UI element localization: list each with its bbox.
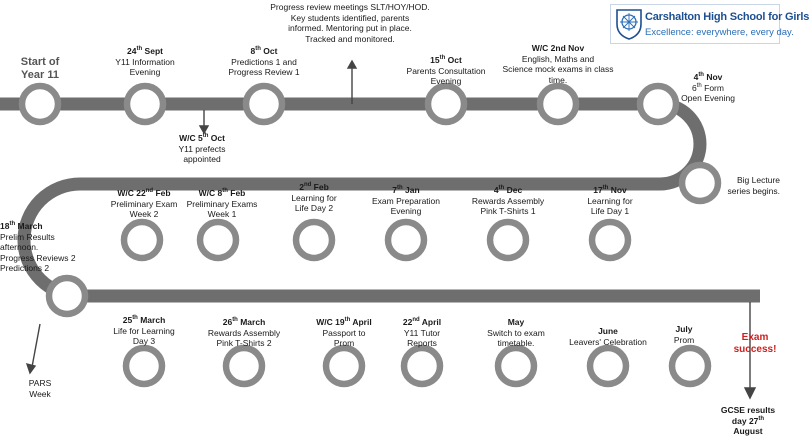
school-name: Carshalton High School for Girls: [645, 11, 809, 23]
milestone-marker: [590, 348, 626, 384]
pars-week: PARS Week: [28, 378, 52, 399]
school-motto: Excellence: everywhere, every day.: [645, 27, 794, 38]
milestone-wc-19-april: W/C 19th April Passport to Prom: [316, 317, 372, 348]
pars-arrowhead: [27, 364, 35, 373]
milestone-marker: [404, 348, 440, 384]
milestone-marker: [640, 86, 676, 122]
milestone-marker: [226, 348, 262, 384]
milestone-marker: [296, 222, 332, 258]
milestone-marker: [22, 86, 58, 122]
wc5-oct-arrowhead: [200, 126, 208, 133]
milestone-june: June Leavers' Celebration: [569, 326, 647, 347]
exam-success: Exam success!: [733, 332, 777, 355]
milestone-marker: [682, 165, 718, 201]
gcse-results: GCSE results day 27th August: [720, 405, 776, 436]
milestone-15-oct: 15th Oct Parents Consultation Evening: [406, 55, 486, 86]
milestone-4-dec: 4th Dec Rewards Assembly Pink T-Shirts 1: [471, 185, 545, 216]
milestone-marker: [326, 348, 362, 384]
milestone-7-jan: 7th Jan Exam Preparation Evening: [371, 185, 441, 216]
school-crest-icon: [615, 8, 643, 40]
milestone-22-april: 22nd April Y11 Tutor Reports: [402, 317, 442, 348]
progress-review-arrowhead: [348, 61, 356, 68]
milestone-marker: [490, 222, 526, 258]
milestone-17-nov: 17th Nov Learning for Life Day 1: [587, 185, 633, 216]
gcse-arrowhead: [745, 388, 755, 398]
milestone-marker: [49, 278, 85, 314]
progress-review-note: Progress review meetings SLT/HOY/HOD. Key students identified, parents informed. Mentoring put in place. Tracked and monitored.: [270, 2, 430, 44]
milestone-marker: [200, 222, 236, 258]
milestone-4-nov: 4th Nov 6th Form Open Evening: [681, 72, 735, 103]
milestone-18-march: 18th March Prelim Results afternoon. Progress Reviews 2 Predictions 2: [0, 221, 76, 273]
milestone-26-march: 26th March Rewards Assembly Pink T-Shirts 2: [207, 317, 281, 348]
milestone-marker: [126, 348, 162, 384]
milestone-marker: [388, 222, 424, 258]
milestone-2-feb: 2nd Feb Learning for Life Day 2: [291, 182, 337, 213]
milestone-25-march: 25th March Life for Learning Day 3: [113, 315, 175, 346]
milestone-marker: [672, 348, 708, 384]
milestone-8-oct: 8th Oct Predictions 1 and Progress Review 1: [228, 46, 300, 77]
milestone-marker: [246, 86, 282, 122]
milestone-marker: [124, 222, 160, 258]
pars-arrow: [32, 324, 40, 367]
milestone-wc-5-oct: W/C 5th Oct Y11 prefects appointed: [178, 133, 226, 164]
milestone-july: July Prom: [673, 324, 695, 345]
milestone-marker: [592, 222, 628, 258]
milestone-wc-2-nov: W/C 2nd Nov English, Maths and Science mock exams in class time.: [502, 43, 614, 85]
milestone-wc-8-feb: W/C 8th Feb Preliminary Exams Week 1: [186, 188, 258, 219]
school-logo: [610, 4, 809, 44]
start-label: Start of Year 11: [20, 56, 60, 81]
milestone-big-lecture: Big Lecture series begins.: [727, 175, 780, 196]
milestone-marker: [540, 86, 576, 122]
milestone-wc-22-feb: W/C 22nd Feb Preliminary Exam Week 2: [110, 188, 178, 219]
milestone-may: May Switch to exam timetable.: [487, 317, 545, 348]
milestone-marker: [127, 86, 163, 122]
milestone-marker: [428, 86, 464, 122]
milestone-24-sept: 24th Sept Y11 Information Evening: [115, 46, 175, 77]
milestone-marker: [498, 348, 534, 384]
